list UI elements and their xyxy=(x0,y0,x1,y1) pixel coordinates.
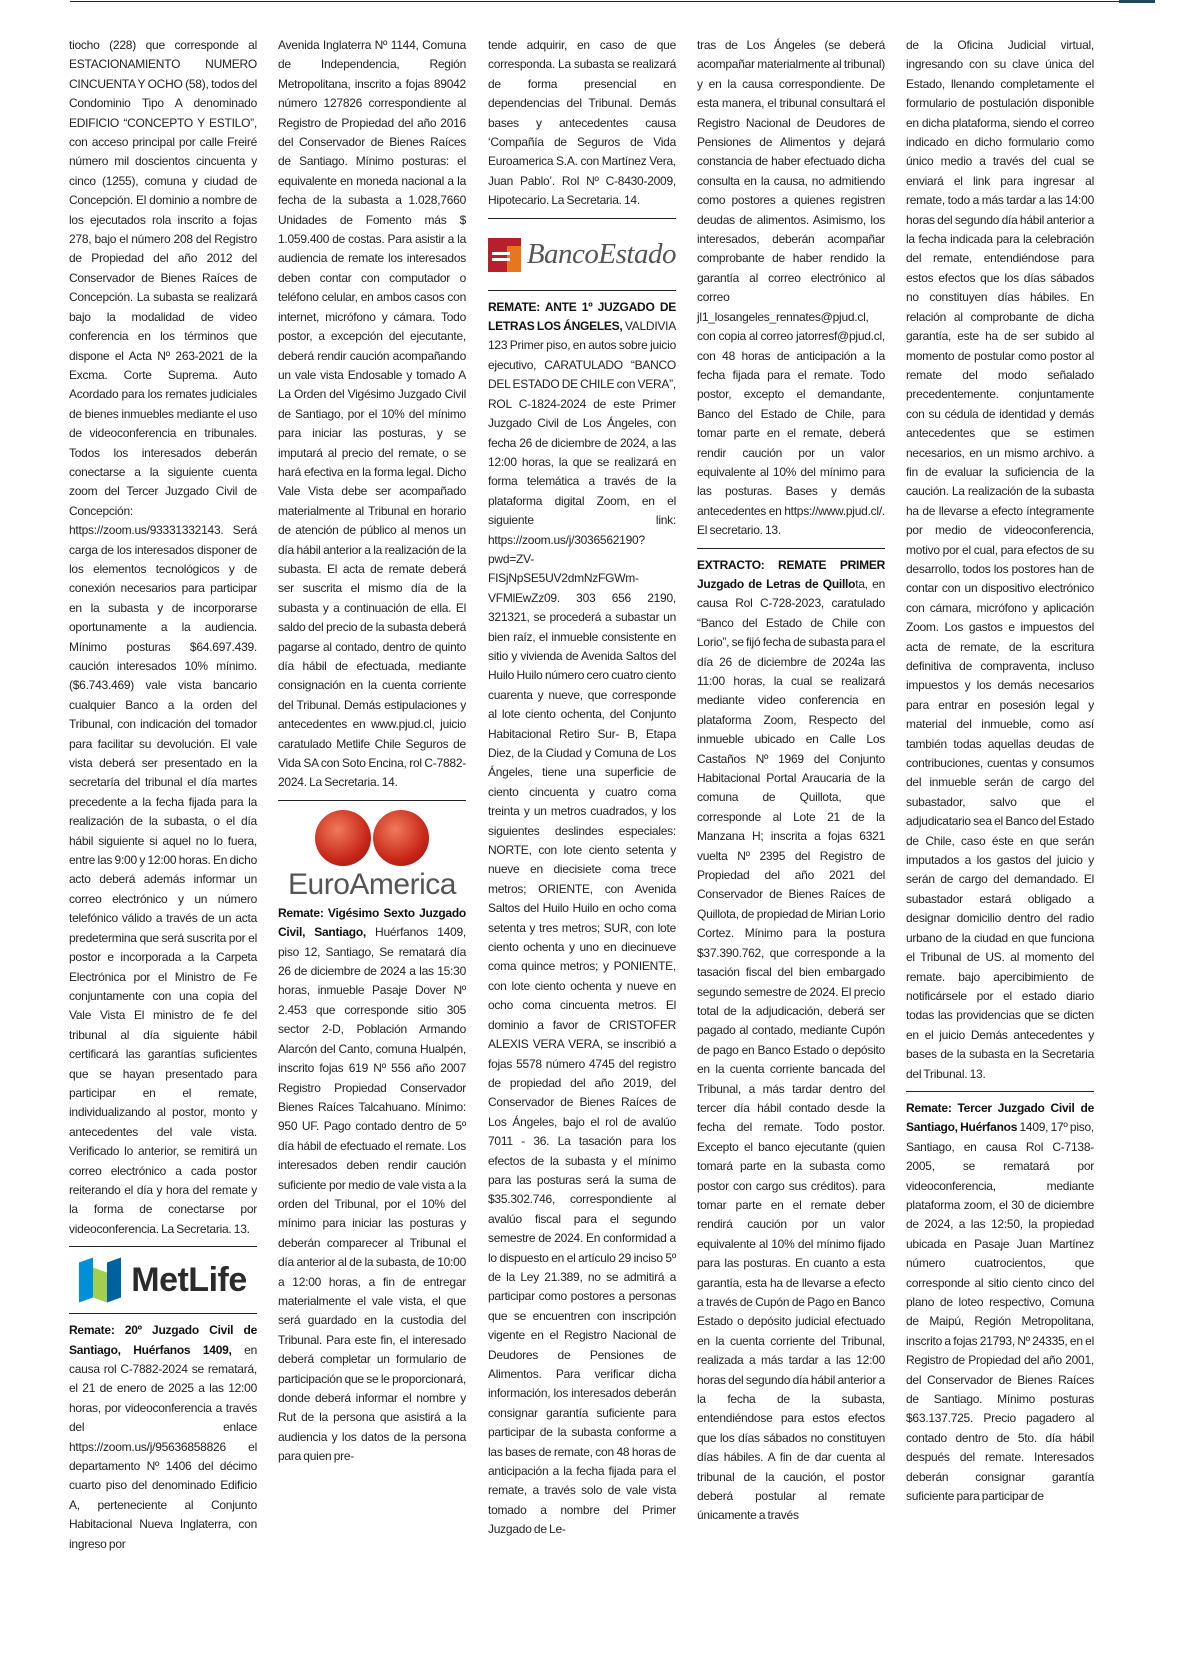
column-1 xyxy=(69,36,257,1554)
notice-text: tende adquirir, en caso de que corresponda. La subasta se realizará de forma presencial en dependencias del Tribunal. Demás bases y antecedentes causa ‘Compañía de Seguros de Vida Euroamerica S.A. con Martínez Vera, Juan Pablo’. Rol Nº C-8430-2009, Hipotecario. La Secretaria. 14. xyxy=(488,38,676,208)
notice-text: Remate: Vigésimo Sexto Juzgado Civil, Santiago, Huérfanos 1409, piso 12, Santiago, Se rematará día 26 de diciembre de 2024 a las 15:30 horas, inmueble Pasaje Dover Nº 2.453 que corresponde sitio 305 sector 2-D, Población Armando Alarcón del Canto, comuna Hualpén, inscrito fojas 619 Nº 556 año 2007 Registro Propiedad Conservador Bienes Raíces Talcahuano. Mínimo: 950 UF. Pago contado dentro de 5º día hábil de efectuado el remate. Los interesados deben rendir caución suficiente por medio de vale vista a la orden del Tribunal, por el 10% del mínimo para iniciar las posturas y deberán comparecer al Tribunal el día anterior al de la subasta, de 10:00 a 12:00 horas, a fin de entregar materialmente el vale vista, el que será guardado en la custodia del Tribunal. Para este fin, el interesado deberá completar un formulario de participación que se le proporcionará, donde deberá informar el nombre y Rut de la persona que asistirá a la audiencia y los datos de la persona para quien pre- xyxy=(278,905,467,1464)
divider xyxy=(488,290,676,291)
bancoestado-logo: BancoEstado xyxy=(488,227,676,283)
divider xyxy=(278,800,466,801)
column-4 xyxy=(697,36,885,1526)
globe-icon xyxy=(315,810,429,866)
divider xyxy=(697,548,885,549)
divider xyxy=(906,1091,1094,1092)
notice-text: EXTRACTO: REMATE PRIMER Juzgado de Letras de Quillota, en causa Rol C-728-2023, caratulado “Banco del Estado de Chile con Lorio”, se fijó fecha de subasta para el día 26 de diciembre de 2024a las 11:00 horas, la cual se realizará mediante video conferencia en plataforma Zoom, Respecto del inmueble ubicado en Calle Los Castaños Nº 1969 del Conjunto Habitacional Portal Araucaria de la comuna de Quillota, que corresponde al Lote 21 de la Manzana H; inscrita a fojas 6321 vuelta Nº 2395 del Registro de Propiedad del año 2021 del Conservador de Bienes Raíces de Quillota, de propiedad de Mirian Lorio Cortez. Mínimo para la postura $37.390.762, que corresponde a la tasación fiscal del bien embargado segundo semestre de 2024. El precio total de la adjudicación, deberá ser pagado al contado, mediante Cupón de pago en Banco Estado o depósito en la cuenta corriente bancada del Tribunal, a más tardar dentro del tercer día hábil contado desde la fecha del remate. Todo postor. Excepto el banco ejecutante (quien tomará parte en la subasta como postor con cargo sus créditos). para tomar parte en el remate deber rendirá caución por un valor equivalente al 10% del mínimo fijado para las posturas. En cuanto a esta garantía, esta ha de llevarse a efecto a través de Cupón de Pago en Banco Estado o depósito judicial efectuado en la cuenta corriente del Tribunal, realizada a más tardar a las 12:00 horas del segundo día hábil anterior a la fecha de la subasta, entendiéndose para estos efectos que los días sábados no constituyen días hábiles. A fin de dar cuenta al tribunal de la caución, el postor deberá postular al remate únicamente a través xyxy=(697,557,885,1523)
bancoestado-mark-icon xyxy=(488,238,521,272)
euroamerica-logo: EuroAmerica xyxy=(278,808,466,904)
metlife-logo: MetLife xyxy=(69,1254,257,1306)
notice-text: de la Oficina Judicial virtual, ingresando con su clave única del Estado, llenando completamente el formulario de postulación disponible en dicha plataforma, siendo el correo indicado en dicho formulario como único medio a través del cual se enviará el link para ingresar al remate, todo a más tardar a las 14:00 horas del segundo día hábil anterior a la fecha indicada para la celebración del remate, entendiéndose para estos efectos que los días sábados no constituyen días hábiles. En relación al comprobante de dicha garantía, este ha de ser subido al momento de postular como postor al remate del modo señalado precedentemente. conjuntamente con su cédula de identidad y demás antecedentes que se estimen necesarios, en un mismo archivo. a fin de evaluar la suficiencia de la caución. La realización de la subasta ha de llevarse a efecto íntegramente por medio de videoconferencia, motivo por el cual, para efectos de su desarrollo, todos los postores han de contar con un dispositivo electrónico con cámara, micrófono y aplicación Zoom. Los gastos e impuestos del acta de remate, de la escritura definitiva de compraventa, incluso impuestos y los demás necesarios para entrar en posesión legal y material del inmueble, como así también todas aquellas deudas de contribuciones, cuentas y consumos del inmueble serán de cargo del subastador, salvo que el adjudicatario sea el Banco del Estado de Chile, caso éste en que serán imputados a los gastos del juicio y serán de cargo del demandado. El subastador estará obligado a designar domicilio dentro del radio urbano de la ciudad en que funciona el Tribunal de US. al momento del remate. bajo apercibimiento de notificársele por el estado diario todas las providencias que se dicten en el juicio Demás antecedentes y bases de la subasta en la Secretaria del Tribunal. 13. xyxy=(906,38,1094,1081)
column-3 xyxy=(488,36,676,1540)
notice-text: REMATE: ANTE 1º JUZGADO DE LETRAS LOS ÁNGELES, VALDIVIA 123 Primer piso, en autos sobre juicio ejecutivo, CARATULADO “BANCO DEL ESTADO DE CHILE con VERA”, ROL C-1824-2024 de este Primer Juzgado Civil de Los Ángeles, con fecha 26 de diciembre de 2024, a las 12:00 horas, la que se realizará en forma telemática a través de la plataforma digital Zoom, en el siguiente link: https://zoom.us/j/3036562190?pwd=ZV-FISjNpSE5UV2dmNzFGWm-VFMlEwZz09. 303 656 2190, 321321, se procederá a subastar un bien raíz, el inmueble consistente en sitio y vivienda de Avenida Saltos del Huilo Huilo número cero cuatro ciento cuarenta y nueve, que corresponde al lote ciento ochenta, del Conjunto Habitacional Retiro Sur- B, Etapa Diez, de la Ciudad y Comuna de Los Ángeles, tiene una superficie de ciento cincuenta y cuatro coma treinta y un metros cuadrados, y los siguientes deslindes especiales: NORTE, con lote ciento setenta y nueve en diecisiete coma trece metros; ORIENTE, con Avenida Saltos del Huilo Huilo en ocho coma setenta y tres metros; SUR, con lote ciento ochenta y uno en diecinueve coma quince metros; y PONIENTE, con lote ciento ochenta y nueve en ocho coma cincuenta metros. El dominio a favor de CRISTOFER ALEXIS VERA VERA, se inscribió a fojas 5578 número 4745 del registro de propiedad del año 2019, del Conservador de Bienes Raíces de Los Ángeles, bajo el rol de avalúo 7011 - 36. La tasación para los efectos de la subasta y el mínimo para las posturas será la suma de $35.302.746, correspondiente al avalúo fiscal para el segundo semestre de 2024. En conformidad a lo dispuesto en el artículo 29 inciso 5º de la Ley 21.389, no se admitirá a participar como postores a personas que se encuentren con inscripción vigente en el Registro Nacional de Deudores de Pensiones de Alimentos. Para verificar dicha información, los interesados deberán consignar garantía suficiente para participar de la subasta conforme a las bases de remate, con 48 horas de anticipación a la fecha fijada para el remate, a través solo de vale vista tomado a nombre del Primer Juzgado de Le- xyxy=(488,299,677,1537)
divider xyxy=(69,1246,257,1247)
notice-text: tras de Los Ángeles (se deberá acompañar materialmente al tribunal) y en la causa correspondiente. De esta manera, el tribunal consultará el Registro Nacional de Deudores de Pensiones de Alimentos y dejará constancia de haber efectuado dicha consulta en la causa, no admitiendo como postores a quienes registren deudas de alimentos. Asimismo, los interesados, deberán acompañar comprobante de haber rendido la garantía al correo electrónico al correo jl1_losangeles_rennates@pjud.cl, con copia al correo jatorresf@pjud.cl, con 48 horas de anticipación a la fecha fijada para el remate. Todo postor, excepto el demandante, Banco del Estado de Chile, para tomar parte en el remate, deberá rendir caución por un valor equivalente al 10% del mínimo para las posturas. Bases y demás antecedentes en https://www.pjud.cl/. El secretario. 13. xyxy=(697,38,885,538)
divider xyxy=(488,218,676,219)
metlife-mark-icon xyxy=(79,1260,123,1300)
divider xyxy=(69,1313,257,1314)
notice-text: Avenida Inglaterra Nº 1144, Comuna de Independencia, Región Metropolitana, inscrito a fojas 89042 número 127826 correspondiente al Registro de Propiedad del año 2016 del Conservador de Bienes Raíces de Santiago. Mínimo posturas: el equivalente en moneda nacional a la fecha de la subasta a 1.028,7660 Unidades de Fomento más $ 1.059.400 de costas. Para asistir a la audiencia de remate los interesados deben contar con computador o teléfono celular, en ambos casos con internet, micrófono y cámara. Todo postor, a excepción del ejecutante, deberá rendir caución acompañando un vale vista Endosable y tomado A La Orden del Vigésimo Juzgado Civil de Santiago, por el 10% del mínimo para iniciar las posturas, y se imputará al precio del remate, o se hará efectiva en la forma legal. Dicho Vale Vista debe ser acompañado materialmente al Tribunal en horario de atención de público al menos un día hábil anterior a la realización de la subasta. El acta de remate deberá ser suscrita el mismo día de la subasta y a continuación de ella. El saldo del precio de la subasta deberá pagarse al contado, dentro de quinto día hábil de efectuada, mediante consignación en la cuenta corriente del Tribunal. Demás estipulaciones y antecedentes en www.pjud.cl, juicio caratulado Metlife Chile Seguros de Vida SA con Soto Encina, rol C-7882-2024. La Secretaria. 14. xyxy=(278,38,466,790)
page-top-rule xyxy=(70,1,1120,2)
notice-text: Remate: 20º Juzgado Civil de Santiago, Huérfanos 1409, en causa rol C-7882-2024 se rematará, el 21 de enero de 2025 a las 12:00 horas, por videoconferencia a través del enlace https://zoom.us/j/95636858826 el departamento Nº 1406 del décimo cuarto piso del denominado Edificio A, perteneciente al Conjunto Habitacional Nueva Inglaterra, con ingreso por xyxy=(69,1323,257,1551)
notice-text: Remate: Tercer Juzgado Civil de Santiago, Huérfanos 1409, 17º piso, Santiago, en causa Rol C-7138-2005, se rematará por videoconferencia, mediante plataforma zoom, el 30 de diciembre de 2024, a las 12:50, la propiedad ubicada en Pasaje Juan Martínez número cuatrocientos, que corresponde al sitio ciento cinco del plano de loteo respectivo, Comuna de Maipú, Región Metropolitana, inscrito a fojas 21793, Nº 24335, en el Registro de Propiedad del año 2001, del Conservador de Bienes Raíces de Santiago. Mínimo posturas $63.137.725. Precio pagadero al contado dentro de 5to. día hábil después del remate. Interesados deberán consignar garantía suficiente para participar de xyxy=(906,1100,1094,1504)
column-5 xyxy=(906,36,1094,1506)
section-color-tab xyxy=(1119,0,1155,3)
column-2 xyxy=(278,36,466,1467)
notice-text: tiocho (228) que corresponde al ESTACIONAMIENTO NUMERO CINCUENTA Y OCHO (58), todos del Condominio Tipo A denominado EDIFICIO “CONCEPTO Y ESTILO”, con acceso principal por calle Freiré número mil doscientos cincuenta y cinco (1255), comuna y ciudad de Concepción. El dominio a nombre de los ejecutados rola inscrito a fojas 278, bajo el número 208 del Registro de Propiedad del año 2012 del Conservador de Bienes Raíces de Concepción. La subasta se realizará bajo la modalidad de video conferencia en los términos que dispone el Acta Nº 263-2021 de la Excma. Corte Suprema. Auto Acordado para los remates judiciales de bienes inmuebles mediante el uso de videoconferencia en tribunales. Todos los interesados deberán conectarse a la siguiente cuenta zoom del Tercer Juzgado Civil de Concepción: https://zoom.us/93331332143. Será carga de los interesados disponer de los elementos tecnológicos y de conexión necesarios para participar en la subasta y de incorporarse oportunamente a la audiencia. Mínimo posturas $64.697.439. caución interesados 10% mínimo. ($6.743.469) vale vista bancario cualquier Banco a la orden del Tribunal, con indicación del tomador para facilitar su devolución. El vale vista deberá ser presentado en la secretaría del tribunal el día martes precedente a la fecha fijada para la realización de la subasta, o el día hábil siguiente si aquel no lo fuera, entre las 9:00 y 12:00 horas. En dicho acto deberá además informar un correo electrónico y un número telefónico válido a través de un acta predetermina que será suscrita por el postor e incorporada a la Carpeta Electrónica por el Ministro de Fe conjuntamente con una copia del Vale Vista El ministro de fe del tribunal al día siguiente hábil certificará las garantías suficientes que se hayan presentado para participar en el remate, individualizando al postor, monto y antecedentes del vale vista. Verificado lo anterior, se remitirá un correo electrónico a cada postor reiterando el día y hora del remate y la forma de conectarse por videoconferencia. La Secretaria. 13. xyxy=(69,38,257,1236)
